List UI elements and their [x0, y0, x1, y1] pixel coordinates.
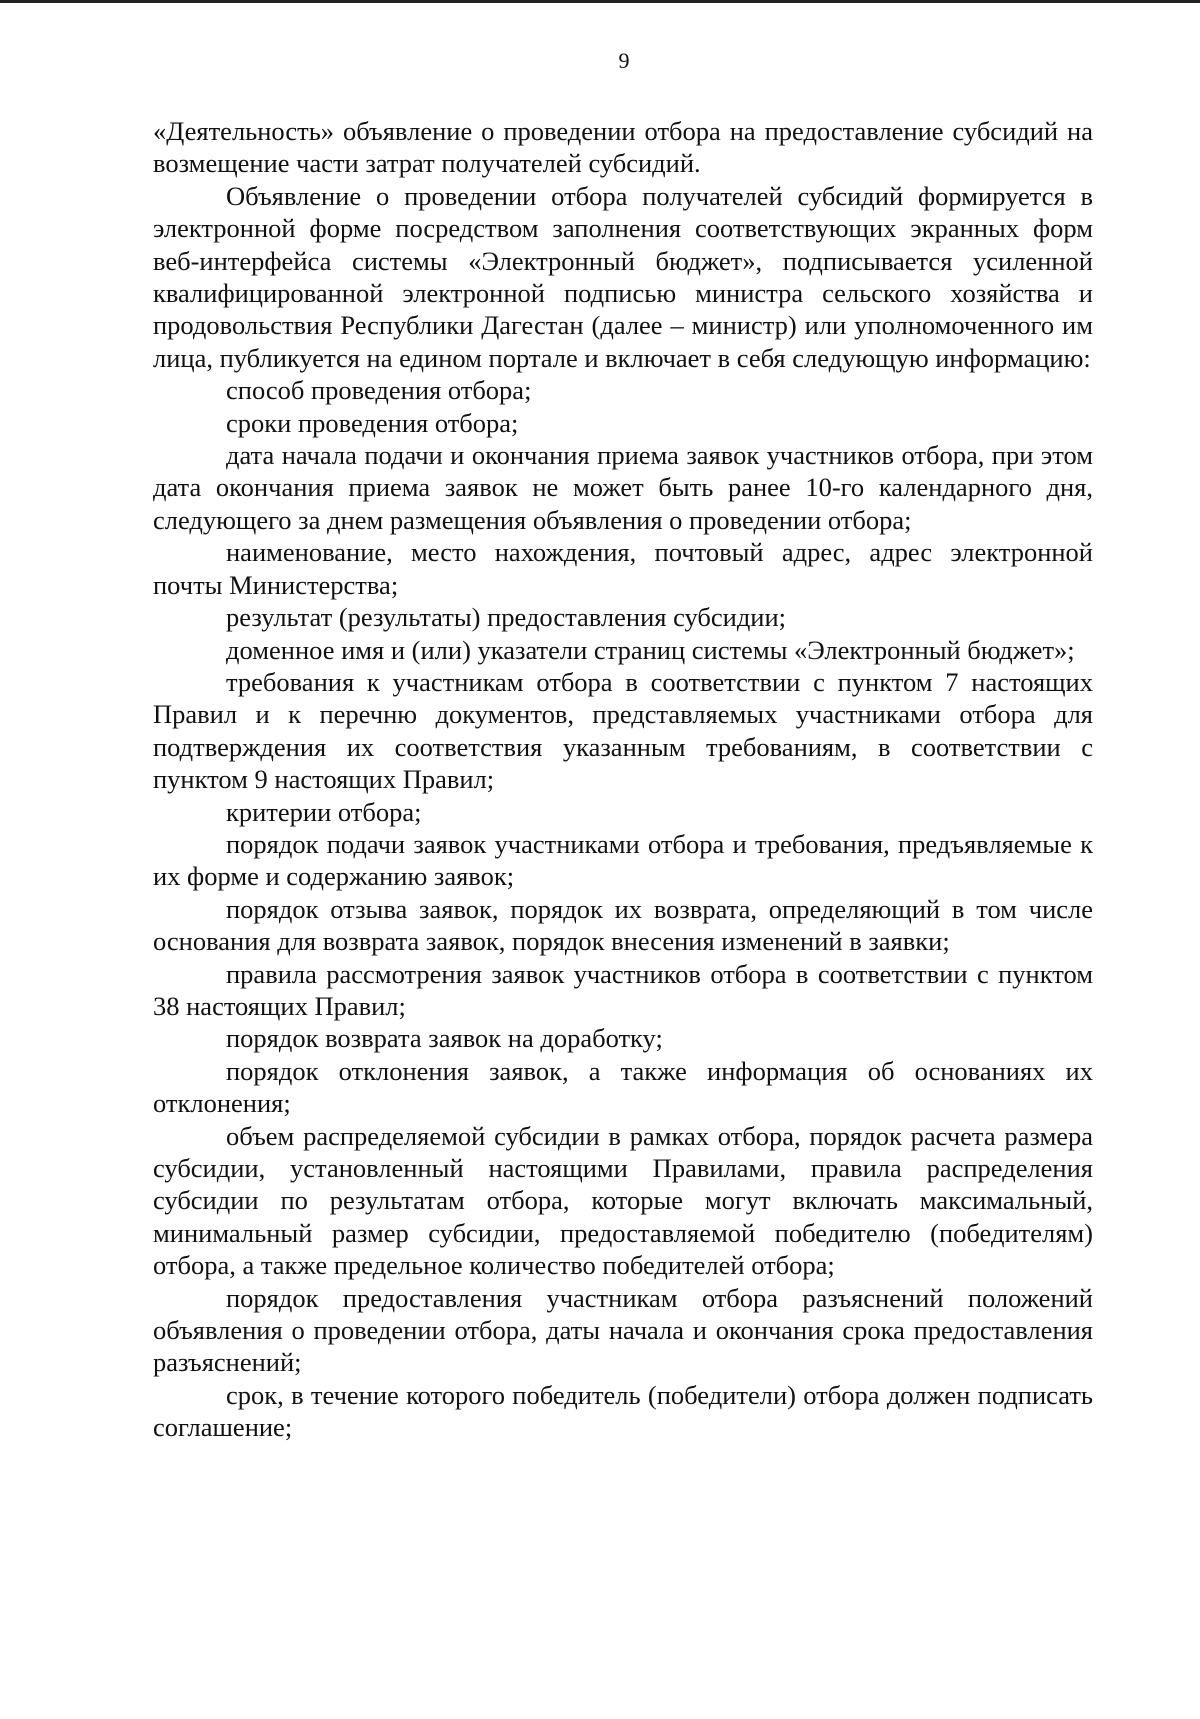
list-item-domain-name: доменное имя и (или) указатели страниц системы «Электронный бюджет»;: [226, 634, 1075, 665]
list-item-selection-criteria: критерии отбора;: [226, 796, 422, 827]
list-item-selection-terms: сроки проведения отбора;: [226, 407, 519, 438]
list-item-submission-procedure: порядок подачи заявок участниками отбора и требования, предъявляемые к их форме и содержанию заявок;: [153, 828, 1093, 892]
paragraph-intro-continuation: «Деятельность» объявление о проведении отбора на предоставление субсидий на возмещение части затрат получателей субсидий.: [153, 116, 1093, 179]
list-item-subsidy-results: результат (результаты) предоставления субсидии;: [226, 602, 787, 633]
list-item-review-rules: правила рассмотрения заявок участников отбора в соответствии с пунктом 38 настоящих Правил;: [153, 958, 1093, 1021]
list-item-application-dates: дата начала подачи и окончания приема заявок участников отбора, при этом дата окончания приема заявок не может быть ранее 10-го календарного дня, следующего за днем размещения объявления о проведении отбора;: [153, 440, 1093, 535]
scan-edge-line: [0, 0, 1200, 3]
paragraph-announcement: Объявление о проведении отбора получателей субсидий формируется в электронной форме посредством заполнения соответствующих экранных форм веб-интерфейса системы «Электронный бюджет», подписывается усиленной квалифицированной электронной подписью министра сельского хозяйства и продовольствия Республики Дагестан (далее – министр) или уполномоченного им лица, публикуется на едином портале и включает в себя следующую информацию:: [153, 180, 1093, 373]
list-item-subsidy-volume: объем распределяемой субсидии в рамках отбора, порядок расчета размера субсидии, установленный настоящими Правилами, правила распределения субсидии по результатам отбора, которые могут включать максимальный, минимальный размер субсидии, предоставляемой победителю (победителям) отбора, а также предельное количество победителей отбора;: [153, 1120, 1093, 1281]
list-item-rejection-procedure: порядок отклонения заявок, а также информация об основаниях их отклонения;: [153, 1055, 1093, 1119]
list-item-ministry-contacts: наименование, место нахождения, почтовый адрес, адрес электронной почты Министерства;: [153, 537, 1093, 600]
list-item-return-for-revision: порядок возврата заявок на доработку;: [226, 1023, 663, 1054]
list-item-selection-method: способ проведения отбора;: [226, 375, 532, 406]
list-item-agreement-deadline: срок, в течение которого победитель (победители) отбора должен подписать соглашение;: [153, 1379, 1093, 1443]
list-item-participant-requirements: требования к участникам отбора в соответствии с пунктом 7 настоящих Правил и к перечню документов, представляемых участниками отбора для подтверждения их соответствия указанным требованиям, в соответствии с пунктом 9 настоящих Правил;: [153, 666, 1093, 795]
list-item-clarifications: порядок предоставления участникам отбора разъяснений положений объявления о проведении отбора, даты начала и окончания срока предоставления разъяснений;: [153, 1282, 1093, 1378]
list-item-withdrawal-procedure: порядок отзыва заявок, порядок их возврата, определяющий в том числе основания для возврата заявок, порядок внесения изменений в заявки;: [153, 893, 1093, 957]
page-number: 9: [618, 48, 630, 73]
document-body: [153, 115, 1093, 1444]
